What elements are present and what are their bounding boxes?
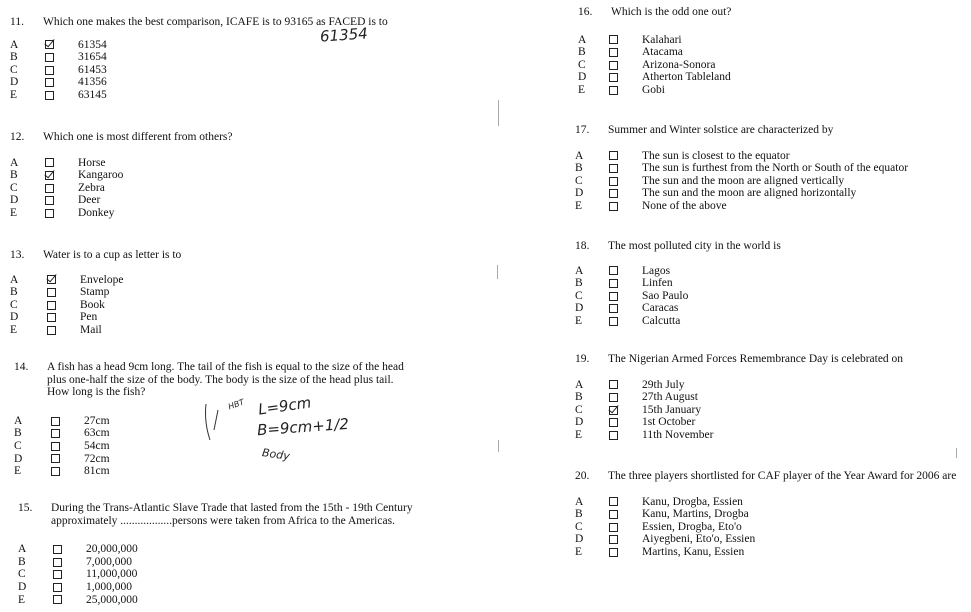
option-row[interactable]	[10, 286, 440, 299]
option-row[interactable]	[575, 302, 960, 315]
checkbox[interactable]	[609, 202, 618, 211]
option-text: Martins, Kanu, Essien	[642, 545, 745, 558]
option-letter: B	[10, 51, 18, 64]
option-text: 11,000,000	[86, 568, 138, 581]
option-text: 61354	[78, 38, 107, 51]
option-text: 63145	[78, 88, 107, 101]
option-letter: D	[10, 194, 19, 207]
option-text: 11th November	[642, 428, 714, 441]
option-row[interactable]	[10, 169, 440, 182]
option-row[interactable]	[575, 315, 960, 328]
option-text: Deer	[78, 194, 101, 207]
option-text: The sun and the moon are aligned vertically	[642, 174, 845, 187]
checkbox[interactable]	[45, 53, 54, 62]
option-letter: E	[18, 593, 26, 606]
option-text: Kanu, Drogba, Essien	[642, 495, 743, 508]
option-letter: C	[10, 298, 18, 311]
checkbox[interactable]	[45, 78, 54, 87]
option-text: Essien, Drogba, Eto'o	[642, 520, 742, 533]
option-row[interactable]	[575, 187, 965, 200]
option-row[interactable]	[10, 89, 440, 102]
option-text: The sun is closest to the equator	[642, 149, 790, 162]
option-text: 31654	[78, 51, 107, 64]
option-letter: B	[578, 46, 586, 59]
options-list	[18, 543, 438, 606]
checkbox[interactable]	[609, 164, 618, 173]
option-text: None of the above	[642, 199, 727, 212]
option-row[interactable]	[578, 59, 963, 72]
option-row[interactable]	[575, 508, 967, 521]
handwritten-working-line1: L=9cm	[257, 393, 313, 419]
option-text: 20,000,000	[86, 543, 138, 556]
checkbox[interactable]	[47, 301, 56, 310]
checkbox[interactable]	[609, 548, 618, 557]
option-letter: A	[18, 543, 27, 556]
checkbox[interactable]	[609, 510, 618, 519]
question-number: 14.	[14, 361, 29, 373]
option-letter: E	[575, 545, 583, 558]
option-row[interactable]	[575, 265, 960, 278]
option-text: 81cm	[84, 465, 110, 478]
checkbox[interactable]	[609, 393, 618, 402]
checkbox[interactable]	[609, 431, 618, 440]
option-row[interactable]	[10, 39, 440, 52]
option-letter: D	[575, 302, 584, 315]
checkbox[interactable]	[609, 86, 618, 95]
option-row[interactable]	[10, 324, 440, 337]
option-text: 63cm	[84, 427, 110, 440]
option-letter: D	[575, 187, 584, 200]
option-text: 54cm	[84, 439, 110, 452]
option-row[interactable]	[575, 162, 965, 175]
checkbox[interactable]	[45, 196, 54, 205]
option-text: 15th January	[642, 403, 702, 416]
checkbox[interactable]	[47, 275, 56, 284]
option-text: Aiyegbeni, Eto'o, Essien	[642, 533, 756, 546]
question-stem: Which one is most different from others?	[43, 131, 233, 143]
question-16	[578, 6, 963, 97]
options-list	[10, 39, 440, 102]
checkbox[interactable]	[45, 40, 54, 49]
option-text: Kalahari	[642, 33, 682, 46]
option-row[interactable]	[18, 581, 438, 594]
question-number: 20.	[575, 470, 590, 482]
checkbox[interactable]	[609, 304, 618, 313]
checkbox[interactable]	[45, 158, 54, 167]
option-text: Donkey	[78, 206, 115, 219]
option-row[interactable]	[575, 533, 967, 546]
option-row[interactable]	[10, 207, 440, 220]
question-stem: Water is to a cup as letter is to	[43, 249, 182, 261]
option-letter: A	[14, 414, 23, 427]
option-letter: E	[575, 199, 583, 212]
option-row[interactable]	[575, 521, 967, 534]
option-text: 61453	[78, 63, 107, 76]
checkbox[interactable]	[45, 171, 54, 180]
checkbox[interactable]	[45, 184, 54, 193]
option-text: Lagos	[642, 264, 671, 277]
checkbox[interactable]	[53, 545, 62, 554]
option-row[interactable]	[10, 182, 440, 195]
checkbox[interactable]	[609, 35, 618, 44]
checkbox[interactable]	[609, 61, 618, 70]
pen-stroke	[200, 400, 230, 445]
checkbox[interactable]	[51, 417, 60, 426]
option-text: Linfen	[642, 277, 673, 290]
option-row[interactable]	[575, 379, 965, 392]
option-letter: D	[10, 76, 19, 89]
checkbox[interactable]	[53, 558, 62, 567]
option-letter: E	[10, 206, 18, 219]
option-text: Arizona-Sonora	[642, 58, 716, 71]
option-letter: A	[10, 273, 19, 286]
options-list	[10, 157, 440, 220]
option-letter: A	[575, 378, 584, 391]
option-text: 27th August	[642, 391, 698, 404]
option-letter: A	[575, 495, 584, 508]
option-letter: E	[10, 323, 18, 336]
question-stem: Summer and Winter solstice are characterized by	[608, 124, 834, 136]
checkbox[interactable]	[609, 151, 618, 160]
option-text: Atacama	[642, 46, 683, 59]
handwritten-answer-q11: 61354	[319, 24, 369, 46]
checkbox[interactable]	[51, 454, 60, 463]
checkbox[interactable]	[47, 288, 56, 297]
option-row[interactable]	[10, 194, 440, 207]
question-20	[575, 470, 967, 559]
option-row[interactable]	[10, 274, 440, 287]
checkbox[interactable]	[609, 317, 618, 326]
option-letter: A	[10, 156, 19, 169]
question-stem: The most polluted city in the world is	[608, 240, 781, 252]
question-number: 16.	[578, 6, 593, 18]
option-row[interactable]	[10, 64, 440, 77]
checkbox[interactable]	[609, 406, 618, 415]
option-letter: E	[10, 88, 18, 101]
option-letter: B	[575, 277, 583, 290]
checkbox[interactable]	[609, 266, 618, 275]
scan-mark	[956, 448, 957, 458]
option-row[interactable]	[18, 543, 438, 556]
option-row[interactable]	[578, 84, 963, 97]
option-letter: C	[578, 58, 586, 71]
option-row[interactable]	[14, 453, 414, 466]
options-list	[10, 274, 440, 337]
handwritten-note-small: HBT	[226, 397, 246, 412]
scan-mark	[497, 265, 498, 279]
question-number: 15.	[18, 502, 33, 514]
option-letter: D	[578, 71, 587, 84]
option-row[interactable]	[575, 175, 965, 188]
option-text: Horse	[78, 156, 106, 169]
option-letter: A	[578, 33, 587, 46]
checkbox[interactable]	[47, 313, 56, 322]
option-text: The sun and the moon are aligned horizontally	[642, 187, 857, 200]
option-text: 41356	[78, 76, 107, 89]
option-letter: E	[578, 83, 586, 96]
scan-mark	[498, 100, 499, 126]
checkbox[interactable]	[51, 442, 60, 451]
checkbox[interactable]	[609, 292, 618, 301]
question-13	[10, 249, 440, 337]
option-letter: D	[18, 580, 27, 593]
option-text: 27cm	[84, 414, 110, 427]
checkbox[interactable]	[609, 497, 618, 506]
option-text: 1,000,000	[86, 580, 132, 593]
option-row[interactable]	[575, 150, 965, 163]
options-list	[575, 150, 965, 213]
question-stem: During the Trans-Atlantic Slave Trade that lasted from the 15th - 19th Century approximately ..................persons were taken from Africa to the Americas.	[51, 502, 413, 527]
option-letter: B	[575, 391, 583, 404]
checkbox[interactable]	[609, 48, 618, 57]
option-text: Kangaroo	[78, 169, 124, 182]
question-stem: Which is the odd one out?	[611, 6, 732, 18]
option-row[interactable]	[578, 34, 963, 47]
option-letter: B	[14, 427, 22, 440]
option-letter: B	[18, 555, 26, 568]
option-letter: C	[575, 174, 583, 187]
option-text: 72cm	[84, 452, 110, 465]
question-number: 18.	[575, 240, 590, 252]
checkbox[interactable]	[609, 73, 618, 82]
option-text: 25,000,000	[86, 593, 138, 606]
question-number: 12.	[10, 131, 25, 143]
checkbox[interactable]	[609, 189, 618, 198]
option-letter: C	[10, 181, 18, 194]
checkbox[interactable]	[51, 429, 60, 438]
option-letter: D	[10, 311, 19, 324]
option-letter: E	[575, 314, 583, 327]
option-letter: A	[10, 38, 19, 51]
option-row[interactable]	[10, 157, 440, 170]
option-letter: D	[14, 452, 23, 465]
option-row[interactable]	[578, 71, 963, 84]
option-letter: D	[575, 416, 584, 429]
option-letter: B	[575, 162, 583, 175]
option-letter: C	[14, 439, 22, 452]
option-text: Caracas	[642, 302, 679, 315]
question-17	[575, 124, 965, 213]
checkbox[interactable]	[609, 535, 618, 544]
checkbox[interactable]	[609, 380, 618, 389]
option-text: 1st October	[642, 416, 696, 429]
option-row[interactable]	[575, 404, 965, 417]
checkbox[interactable]	[45, 66, 54, 75]
option-text: Stamp	[80, 286, 110, 299]
option-text: Book	[80, 298, 105, 311]
option-letter: B	[10, 169, 18, 182]
option-text: Atherton Tableland	[642, 71, 731, 84]
option-row[interactable]	[575, 200, 965, 213]
option-text: Pen	[80, 311, 98, 324]
question-stem: Which one makes the best comparison, ICAFE is to 93165 as FACED is to	[43, 16, 388, 28]
option-letter: E	[575, 428, 583, 441]
option-row[interactable]	[10, 76, 440, 89]
option-row[interactable]	[18, 594, 438, 607]
option-letter: C	[18, 568, 26, 581]
option-text: Mail	[80, 323, 102, 336]
option-letter: C	[575, 289, 583, 302]
option-text: The sun is furthest from the North or South of the equator	[642, 162, 909, 175]
question-15	[18, 502, 438, 606]
option-text: Kanu, Martins, Drogba	[642, 508, 749, 521]
checkbox[interactable]	[609, 279, 618, 288]
handwritten-working-line2: B=9cm+1/2	[256, 414, 350, 440]
option-text: Gobi	[642, 83, 665, 96]
checkbox[interactable]	[51, 467, 60, 476]
options-list	[575, 496, 967, 559]
option-text: Calcutta	[642, 314, 681, 327]
options-list	[575, 379, 965, 442]
handwritten-working-line3: Body	[261, 446, 291, 463]
option-row[interactable]	[10, 299, 440, 312]
option-row[interactable]	[18, 556, 438, 569]
option-text: 7,000,000	[86, 555, 132, 568]
question-number: 19.	[575, 353, 590, 365]
checkbox[interactable]	[45, 209, 54, 218]
option-letter: C	[10, 63, 18, 76]
question-12	[10, 131, 440, 220]
question-19	[575, 353, 965, 442]
checkbox[interactable]	[53, 595, 62, 604]
checkbox[interactable]	[609, 523, 618, 532]
question-stem: A fish has a head 9cm long. The tail of the fish is equal to the size of the head plus one-half the size of the body. The body is the size of the head plus tail. How long is the fish?	[47, 361, 404, 399]
option-letter: C	[575, 403, 583, 416]
checkbox[interactable]	[609, 418, 618, 427]
option-row[interactable]	[575, 416, 965, 429]
option-row[interactable]	[575, 496, 967, 509]
option-letter: A	[575, 149, 584, 162]
option-letter: D	[575, 533, 584, 546]
option-letter: B	[10, 286, 18, 299]
option-text: 29th July	[642, 378, 685, 391]
question-18	[575, 240, 960, 328]
option-row[interactable]	[18, 568, 438, 581]
checkbox[interactable]	[609, 177, 618, 186]
question-number: 13.	[10, 249, 25, 261]
checkbox[interactable]	[45, 91, 54, 100]
option-text: Sao Paulo	[642, 289, 689, 302]
question-stem: The three players shortlisted for CAF player of the Year Award for 2006 are	[608, 470, 957, 482]
option-row[interactable]	[578, 46, 963, 59]
options-list	[575, 265, 960, 328]
checkbox[interactable]	[53, 583, 62, 592]
option-text: Zebra	[78, 181, 105, 194]
options-list	[578, 34, 963, 97]
option-row[interactable]	[10, 311, 440, 324]
option-letter: E	[14, 465, 22, 478]
option-row[interactable]	[10, 51, 440, 64]
option-row[interactable]	[575, 546, 967, 559]
question-11	[10, 16, 440, 102]
checkbox[interactable]	[47, 326, 56, 335]
option-letter: A	[575, 264, 584, 277]
option-text: Envelope	[80, 273, 124, 286]
question-stem: The Nigerian Armed Forces Remembrance Day is celebrated on	[608, 353, 904, 365]
option-row[interactable]	[575, 290, 960, 303]
option-letter: C	[575, 520, 583, 533]
option-row[interactable]	[575, 391, 965, 404]
option-letter: B	[575, 508, 583, 521]
question-number: 11.	[10, 16, 24, 28]
option-row[interactable]	[14, 465, 414, 478]
checkbox[interactable]	[53, 570, 62, 579]
option-row[interactable]	[575, 429, 965, 442]
option-row[interactable]	[575, 277, 960, 290]
question-number: 17.	[575, 124, 590, 136]
scan-mark	[498, 440, 499, 452]
